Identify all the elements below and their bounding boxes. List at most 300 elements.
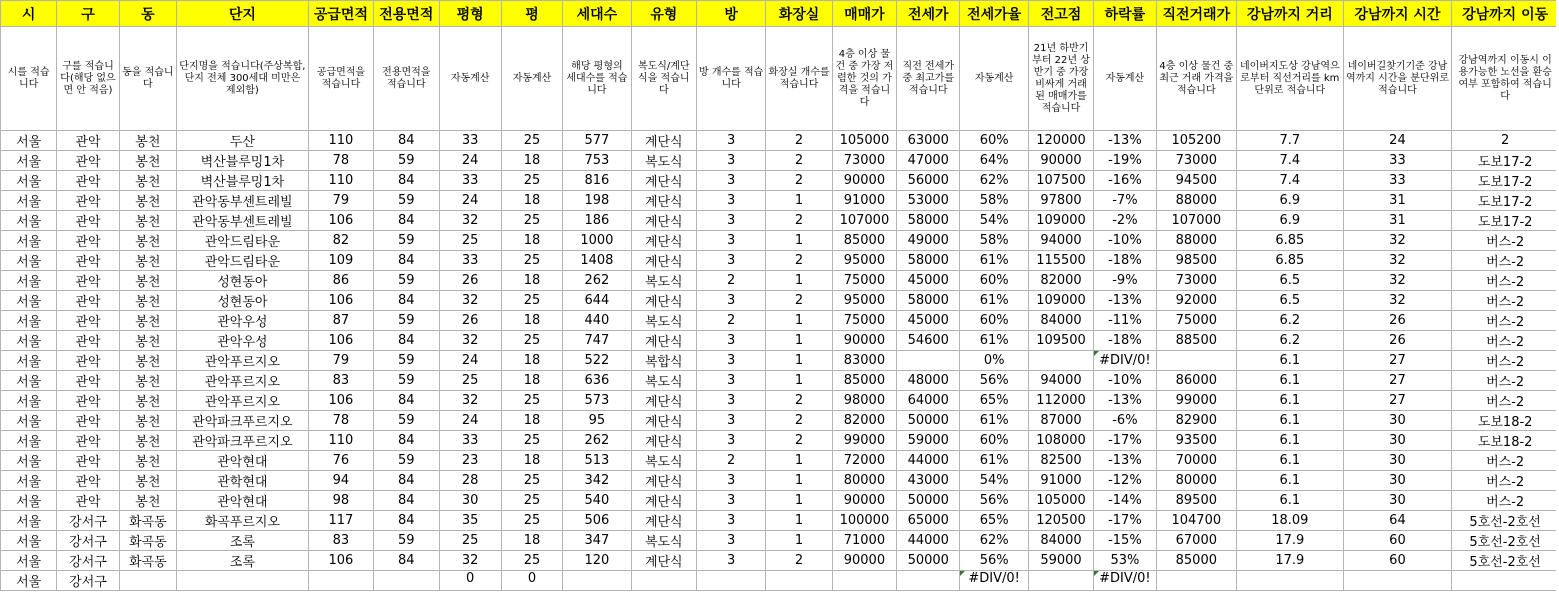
table-cell[interactable]: 25: [501, 551, 562, 571]
table-cell[interactable]: 93500: [1156, 431, 1236, 451]
table-cell[interactable]: 59: [374, 451, 439, 471]
table-cell[interactable]: 84: [374, 131, 439, 151]
table-cell[interactable]: 90000: [832, 491, 896, 511]
table-cell[interactable]: -9%: [1094, 271, 1156, 291]
table-cell[interactable]: 5호선-2호선: [1452, 511, 1559, 531]
table-cell[interactable]: -18%: [1094, 251, 1156, 271]
table-cell[interactable]: 747: [563, 331, 631, 351]
table-cell[interactable]: -10%: [1094, 371, 1156, 391]
table-cell[interactable]: [1452, 571, 1559, 591]
table-cell[interactable]: 75000: [832, 271, 896, 291]
table-cell[interactable]: 24: [439, 151, 501, 171]
table-cell[interactable]: 관악: [57, 171, 119, 191]
table-cell[interactable]: 6.2: [1237, 331, 1344, 351]
table-cell[interactable]: -11%: [1094, 311, 1156, 331]
table-cell[interactable]: 54%: [960, 211, 1028, 231]
column-header[interactable]: 직전거래가: [1156, 1, 1236, 27]
table-cell[interactable]: 27: [1343, 351, 1452, 371]
table-cell[interactable]: 버스-2: [1452, 451, 1559, 471]
table-cell[interactable]: 73000: [832, 151, 896, 171]
table-cell[interactable]: 도보18-2: [1452, 431, 1559, 451]
table-cell[interactable]: 186: [563, 211, 631, 231]
column-description[interactable]: 4층 이상 물건 중 최근 거래 가격을 적습니다: [1156, 27, 1236, 131]
table-cell[interactable]: 서울: [1, 491, 57, 511]
table-cell[interactable]: 59: [374, 311, 439, 331]
table-cell[interactable]: 계단식: [631, 331, 696, 351]
table-cell[interactable]: 18: [501, 531, 562, 551]
table-cell[interactable]: 계단식: [631, 251, 696, 271]
table-cell[interactable]: 봉천: [119, 311, 176, 331]
table-cell[interactable]: 1: [766, 271, 832, 291]
table-cell[interactable]: 6.1: [1237, 411, 1344, 431]
table-cell[interactable]: 78: [308, 411, 373, 431]
table-cell[interactable]: 83000: [832, 351, 896, 371]
table-cell[interactable]: 32: [1343, 291, 1452, 311]
table-cell[interactable]: [1343, 571, 1452, 591]
table-cell[interactable]: 636: [563, 371, 631, 391]
table-cell[interactable]: 71000: [832, 531, 896, 551]
table-cell[interactable]: 106: [308, 291, 373, 311]
table-cell[interactable]: 58%: [960, 231, 1028, 251]
table-cell[interactable]: 347: [563, 531, 631, 551]
table-cell[interactable]: 서울: [1, 431, 57, 451]
table-cell[interactable]: 6.1: [1237, 371, 1344, 391]
table-cell[interactable]: 65%: [960, 391, 1028, 411]
column-header[interactable]: 전세가: [897, 1, 960, 27]
table-cell[interactable]: 84: [374, 291, 439, 311]
table-cell[interactable]: -7%: [1094, 191, 1156, 211]
table-cell[interactable]: 17.9: [1237, 551, 1344, 571]
table-cell[interactable]: 115500: [1028, 251, 1093, 271]
table-cell[interactable]: 44000: [897, 531, 960, 551]
table-cell[interactable]: 봉천: [119, 231, 176, 251]
table-cell[interactable]: 버스-2: [1452, 271, 1559, 291]
table-cell[interactable]: 계단식: [631, 171, 696, 191]
table-cell[interactable]: 32: [439, 551, 501, 571]
table-cell[interactable]: 32: [439, 391, 501, 411]
table-cell[interactable]: 서울: [1, 351, 57, 371]
table-cell[interactable]: 56%: [960, 491, 1028, 511]
table-cell[interactable]: 82500: [1028, 451, 1093, 471]
table-cell[interactable]: 강서구: [57, 511, 119, 531]
column-description[interactable]: 해당 평형의 세대수를 적습니다: [563, 27, 631, 131]
table-cell[interactable]: 120: [563, 551, 631, 571]
table-cell[interactable]: 17.9: [1237, 531, 1344, 551]
table-cell[interactable]: 577: [563, 131, 631, 151]
column-header[interactable]: 매매가: [832, 1, 896, 27]
table-cell[interactable]: 79: [308, 191, 373, 211]
table-cell[interactable]: -15%: [1094, 531, 1156, 551]
table-cell[interactable]: 계단식: [631, 131, 696, 151]
table-cell[interactable]: 봉천: [119, 431, 176, 451]
table-cell[interactable]: 도보17-2: [1452, 171, 1559, 191]
table-cell[interactable]: 506: [563, 511, 631, 531]
table-cell[interactable]: -17%: [1094, 431, 1156, 451]
table-cell[interactable]: 61%: [960, 291, 1028, 311]
column-header[interactable]: 유형: [631, 1, 696, 27]
table-cell[interactable]: 봉천: [119, 191, 176, 211]
table-cell[interactable]: 25: [501, 211, 562, 231]
table-cell[interactable]: 두산: [177, 131, 309, 151]
table-cell[interactable]: 관악: [57, 411, 119, 431]
column-description[interactable]: 시를 적습니다: [1, 27, 57, 131]
table-cell[interactable]: 56000: [897, 171, 960, 191]
table-cell[interactable]: 65%: [960, 511, 1028, 531]
table-cell[interactable]: 관악: [57, 471, 119, 491]
table-cell[interactable]: 63000: [897, 131, 960, 151]
table-cell[interactable]: 30: [1343, 451, 1452, 471]
table-cell[interactable]: 75000: [1156, 311, 1236, 331]
table-cell[interactable]: 27: [1343, 391, 1452, 411]
table-cell[interactable]: 25: [439, 371, 501, 391]
table-cell[interactable]: [1028, 571, 1093, 591]
table-cell[interactable]: 봉천: [119, 131, 176, 151]
table-cell[interactable]: 관악: [57, 311, 119, 331]
table-cell[interactable]: 서울: [1, 331, 57, 351]
table-cell[interactable]: 서울: [1, 171, 57, 191]
table-cell[interactable]: 계단식: [631, 211, 696, 231]
table-cell[interactable]: 화곡푸르지오: [177, 511, 309, 531]
table-cell[interactable]: 2: [766, 551, 832, 571]
column-header[interactable]: 동: [119, 1, 176, 27]
table-cell[interactable]: 봉천: [119, 211, 176, 231]
table-cell[interactable]: 83: [308, 531, 373, 551]
table-cell[interactable]: 32: [439, 291, 501, 311]
table-cell[interactable]: 25: [501, 331, 562, 351]
table-cell[interactable]: 33: [1343, 151, 1452, 171]
table-cell[interactable]: 26: [439, 311, 501, 331]
table-cell[interactable]: 화곡동: [119, 531, 176, 551]
table-cell[interactable]: 25: [501, 511, 562, 531]
column-header[interactable]: 구: [57, 1, 119, 27]
table-cell[interactable]: 18: [501, 411, 562, 431]
table-cell[interactable]: 2: [1452, 131, 1559, 151]
table-cell[interactable]: 644: [563, 291, 631, 311]
table-cell[interactable]: 서울: [1, 471, 57, 491]
table-cell[interactable]: 3: [696, 191, 765, 211]
table-cell[interactable]: 봉천: [119, 451, 176, 471]
table-cell[interactable]: 서울: [1, 251, 57, 271]
table-cell[interactable]: 24: [439, 411, 501, 431]
table-cell[interactable]: 7.4: [1237, 171, 1344, 191]
table-cell[interactable]: 1: [766, 351, 832, 371]
table-cell[interactable]: 0: [439, 571, 501, 591]
table-cell[interactable]: 6.1: [1237, 431, 1344, 451]
table-cell[interactable]: 262: [563, 271, 631, 291]
table-cell[interactable]: 58000: [897, 211, 960, 231]
table-cell[interactable]: 0%: [960, 351, 1028, 371]
table-cell[interactable]: 50000: [897, 491, 960, 511]
column-description[interactable]: 네이버지도상 강남역으로부터 직선거리를 km단위로 적습니다: [1237, 27, 1344, 131]
table-cell[interactable]: 서울: [1, 131, 57, 151]
table-cell[interactable]: -13%: [1094, 131, 1156, 151]
table-cell[interactable]: 7.4: [1237, 151, 1344, 171]
table-cell[interactable]: 서울: [1, 271, 57, 291]
table-cell[interactable]: 59: [374, 271, 439, 291]
column-header[interactable]: 평형: [439, 1, 501, 27]
table-cell[interactable]: [766, 571, 832, 591]
table-cell[interactable]: 106: [308, 211, 373, 231]
table-cell[interactable]: 조록: [177, 551, 309, 571]
table-cell[interactable]: 110: [308, 431, 373, 451]
column-header[interactable]: 화장실: [766, 1, 832, 27]
table-cell[interactable]: 60%: [960, 431, 1028, 451]
table-cell[interactable]: 88500: [1156, 331, 1236, 351]
table-cell[interactable]: 25: [439, 231, 501, 251]
table-cell[interactable]: [119, 571, 176, 591]
table-cell[interactable]: 33: [439, 131, 501, 151]
table-cell[interactable]: 35: [439, 511, 501, 531]
table-cell[interactable]: 105000: [1028, 491, 1093, 511]
table-cell[interactable]: 3: [696, 431, 765, 451]
table-cell[interactable]: 47000: [897, 151, 960, 171]
table-cell[interactable]: 98000: [832, 391, 896, 411]
column-description[interactable]: 21년 하반기부터 22년 상반기 중 가장 비싸게 거래된 매매가를 적습니다: [1028, 27, 1093, 131]
table-cell[interactable]: 107000: [1156, 211, 1236, 231]
table-cell[interactable]: 94: [308, 471, 373, 491]
table-cell[interactable]: 계단식: [631, 291, 696, 311]
table-cell[interactable]: 753: [563, 151, 631, 171]
table-cell[interactable]: -12%: [1094, 471, 1156, 491]
table-cell[interactable]: 84000: [1028, 311, 1093, 331]
table-cell[interactable]: 33: [1343, 171, 1452, 191]
table-cell[interactable]: 관악현대: [177, 491, 309, 511]
table-cell[interactable]: 3: [696, 331, 765, 351]
table-cell[interactable]: 56%: [960, 371, 1028, 391]
table-cell[interactable]: 3: [696, 211, 765, 231]
table-cell[interactable]: 25: [501, 431, 562, 451]
column-description[interactable]: 4층 이상 물건 중 가장 저렴한 것의 가격을 적습니다: [832, 27, 896, 131]
table-cell[interactable]: 도보17-2: [1452, 211, 1559, 231]
table-cell[interactable]: 99000: [1156, 391, 1236, 411]
table-cell[interactable]: 45000: [897, 271, 960, 291]
table-cell[interactable]: 58%: [960, 191, 1028, 211]
table-cell[interactable]: 94500: [1156, 171, 1236, 191]
table-cell[interactable]: 봉천: [119, 411, 176, 431]
table-cell[interactable]: 관악: [57, 391, 119, 411]
table-cell[interactable]: 26: [439, 271, 501, 291]
table-cell[interactable]: 관악: [57, 211, 119, 231]
table-cell[interactable]: 버스-2: [1452, 311, 1559, 331]
table-cell[interactable]: 109: [308, 251, 373, 271]
table-cell[interactable]: 30: [439, 491, 501, 511]
table-cell[interactable]: 2: [766, 291, 832, 311]
table-cell[interactable]: 79: [308, 351, 373, 371]
table-cell[interactable]: 30: [1343, 431, 1452, 451]
table-cell[interactable]: -6%: [1094, 411, 1156, 431]
table-cell[interactable]: 94000: [1028, 231, 1093, 251]
table-cell[interactable]: 3: [696, 371, 765, 391]
table-cell[interactable]: 342: [563, 471, 631, 491]
table-cell[interactable]: 6.85: [1237, 231, 1344, 251]
table-cell[interactable]: 계단식: [631, 431, 696, 451]
table-cell[interactable]: [897, 571, 960, 591]
table-cell[interactable]: 강서구: [57, 531, 119, 551]
table-cell[interactable]: 관악: [57, 331, 119, 351]
table-cell[interactable]: 2: [696, 451, 765, 471]
table-cell[interactable]: 90000: [1028, 151, 1093, 171]
table-cell[interactable]: 90000: [832, 171, 896, 191]
column-header[interactable]: 평: [501, 1, 562, 27]
table-cell[interactable]: 벽산블루밍1차: [177, 151, 309, 171]
table-cell[interactable]: 72000: [832, 451, 896, 471]
table-cell[interactable]: 109000: [1028, 291, 1093, 311]
table-cell[interactable]: 계단식: [631, 231, 696, 251]
table-cell[interactable]: 복도식: [631, 271, 696, 291]
table-cell[interactable]: 82000: [1028, 271, 1093, 291]
table-cell[interactable]: 49000: [897, 231, 960, 251]
table-cell[interactable]: 33: [439, 431, 501, 451]
table-cell[interactable]: 53%: [1094, 551, 1156, 571]
table-cell[interactable]: 6.1: [1237, 351, 1344, 371]
table-cell[interactable]: 89500: [1156, 491, 1236, 511]
table-cell[interactable]: 33: [439, 251, 501, 271]
table-cell[interactable]: 2: [696, 311, 765, 331]
table-cell[interactable]: 91000: [832, 191, 896, 211]
table-cell[interactable]: 59: [374, 411, 439, 431]
table-cell[interactable]: 서울: [1, 511, 57, 531]
table-cell[interactable]: 관악푸르지오: [177, 391, 309, 411]
table-cell[interactable]: 복도식: [631, 371, 696, 391]
table-cell[interactable]: 50000: [897, 551, 960, 571]
table-cell[interactable]: 2: [696, 271, 765, 291]
table-cell[interactable]: 59000: [897, 431, 960, 451]
table-cell[interactable]: 관악: [57, 491, 119, 511]
table-cell[interactable]: 60: [1343, 551, 1452, 571]
table-cell[interactable]: 화곡동: [119, 511, 176, 531]
table-cell[interactable]: 30: [1343, 471, 1452, 491]
table-cell[interactable]: 서울: [1, 571, 57, 591]
table-cell[interactable]: 95000: [832, 251, 896, 271]
table-cell[interactable]: 1: [766, 191, 832, 211]
table-cell[interactable]: 117: [308, 511, 373, 531]
table-cell[interactable]: 816: [563, 171, 631, 191]
table-cell[interactable]: 18: [501, 451, 562, 471]
table-cell[interactable]: 59: [374, 151, 439, 171]
table-cell[interactable]: 105000: [832, 131, 896, 151]
table-cell[interactable]: 봉천: [119, 331, 176, 351]
table-cell[interactable]: 조록: [177, 531, 309, 551]
table-cell[interactable]: 23: [439, 451, 501, 471]
table-cell[interactable]: 120500: [1028, 511, 1093, 531]
table-cell[interactable]: 5호선-2호선: [1452, 531, 1559, 551]
table-cell[interactable]: 95: [563, 411, 631, 431]
table-cell[interactable]: 88000: [1156, 231, 1236, 251]
table-cell[interactable]: 91000: [1028, 471, 1093, 491]
table-cell[interactable]: -18%: [1094, 331, 1156, 351]
table-cell[interactable]: 3: [696, 251, 765, 271]
table-cell[interactable]: 관악드림타운: [177, 251, 309, 271]
table-cell[interactable]: 106: [308, 551, 373, 571]
table-cell[interactable]: 서울: [1, 151, 57, 171]
table-cell[interactable]: 28: [439, 471, 501, 491]
table-cell[interactable]: 6.1: [1237, 451, 1344, 471]
table-cell[interactable]: 계단식: [631, 411, 696, 431]
table-cell[interactable]: #DIV/0!: [1094, 351, 1156, 371]
table-cell[interactable]: 3: [696, 531, 765, 551]
table-cell[interactable]: 관악현대: [177, 451, 309, 471]
table-cell[interactable]: 106: [308, 331, 373, 351]
table-cell[interactable]: 18: [501, 231, 562, 251]
column-header[interactable]: 전용면적: [374, 1, 439, 27]
column-header[interactable]: 하락률: [1094, 1, 1156, 27]
table-cell[interactable]: 26: [1343, 311, 1452, 331]
table-cell[interactable]: 45000: [897, 311, 960, 331]
table-cell[interactable]: 32: [439, 211, 501, 231]
table-cell[interactable]: 50000: [897, 411, 960, 431]
table-cell[interactable]: 3: [696, 471, 765, 491]
table-cell[interactable]: 계단식: [631, 491, 696, 511]
table-cell[interactable]: 서울: [1, 451, 57, 471]
table-cell[interactable]: 1000: [563, 231, 631, 251]
table-cell[interactable]: 관악: [57, 151, 119, 171]
table-cell[interactable]: 복합식: [631, 351, 696, 371]
table-cell[interactable]: 24: [439, 351, 501, 371]
table-cell[interactable]: 3: [696, 491, 765, 511]
table-cell[interactable]: 관악: [57, 431, 119, 451]
column-description[interactable]: 전용면적을 적습니다: [374, 27, 439, 131]
table-cell[interactable]: 85000: [832, 231, 896, 251]
table-cell[interactable]: 관악: [57, 231, 119, 251]
table-cell[interactable]: 성현동아: [177, 271, 309, 291]
table-cell[interactable]: 82900: [1156, 411, 1236, 431]
table-cell[interactable]: 84: [374, 431, 439, 451]
table-cell[interactable]: 관학현대: [177, 471, 309, 491]
table-cell[interactable]: [1028, 351, 1093, 371]
table-cell[interactable]: 104700: [1156, 511, 1236, 531]
table-cell[interactable]: 64000: [897, 391, 960, 411]
table-cell[interactable]: 24: [439, 191, 501, 211]
table-cell[interactable]: 봉천: [119, 251, 176, 271]
table-cell[interactable]: 도보17-2: [1452, 191, 1559, 211]
table-cell[interactable]: 87: [308, 311, 373, 331]
table-cell[interactable]: 2: [766, 131, 832, 151]
table-cell[interactable]: 3: [696, 171, 765, 191]
column-description[interactable]: 네이버길찾기기준 강남역까지 시간을 분단위로 적습니다: [1343, 27, 1452, 131]
table-cell[interactable]: 62%: [960, 531, 1028, 551]
table-cell[interactable]: 99000: [832, 431, 896, 451]
table-cell[interactable]: 계단식: [631, 191, 696, 211]
table-cell[interactable]: 서울: [1, 291, 57, 311]
table-cell[interactable]: 서울: [1, 391, 57, 411]
column-description[interactable]: 자동계산: [1094, 27, 1156, 131]
table-cell[interactable]: 서울: [1, 191, 57, 211]
table-cell[interactable]: 25: [501, 471, 562, 491]
table-cell[interactable]: [1156, 351, 1236, 371]
table-cell[interactable]: 84: [374, 551, 439, 571]
table-cell[interactable]: 540: [563, 491, 631, 511]
table-cell[interactable]: 복도식: [631, 311, 696, 331]
table-cell[interactable]: 봉천: [119, 391, 176, 411]
table-cell[interactable]: 522: [563, 351, 631, 371]
table-cell[interactable]: 33: [439, 171, 501, 191]
column-header[interactable]: 전고점: [1028, 1, 1093, 27]
table-cell[interactable]: 120000: [1028, 131, 1093, 151]
table-cell[interactable]: 78: [308, 151, 373, 171]
table-cell[interactable]: 82: [308, 231, 373, 251]
table-cell[interactable]: 서울: [1, 211, 57, 231]
table-cell[interactable]: 관악: [57, 191, 119, 211]
table-cell[interactable]: #DIV/0!: [1094, 571, 1156, 591]
table-cell[interactable]: 봉천: [119, 171, 176, 191]
table-cell[interactable]: 2: [766, 251, 832, 271]
table-cell[interactable]: 강서구: [57, 551, 119, 571]
table-cell[interactable]: 봉천: [119, 151, 176, 171]
column-description[interactable]: 강남역까지 이동시 이용가능한 노선을 환승여부 포함하여 적습니다: [1452, 27, 1559, 131]
table-cell[interactable]: 3: [696, 131, 765, 151]
table-cell[interactable]: 61%: [960, 331, 1028, 351]
table-cell[interactable]: 6.2: [1237, 311, 1344, 331]
